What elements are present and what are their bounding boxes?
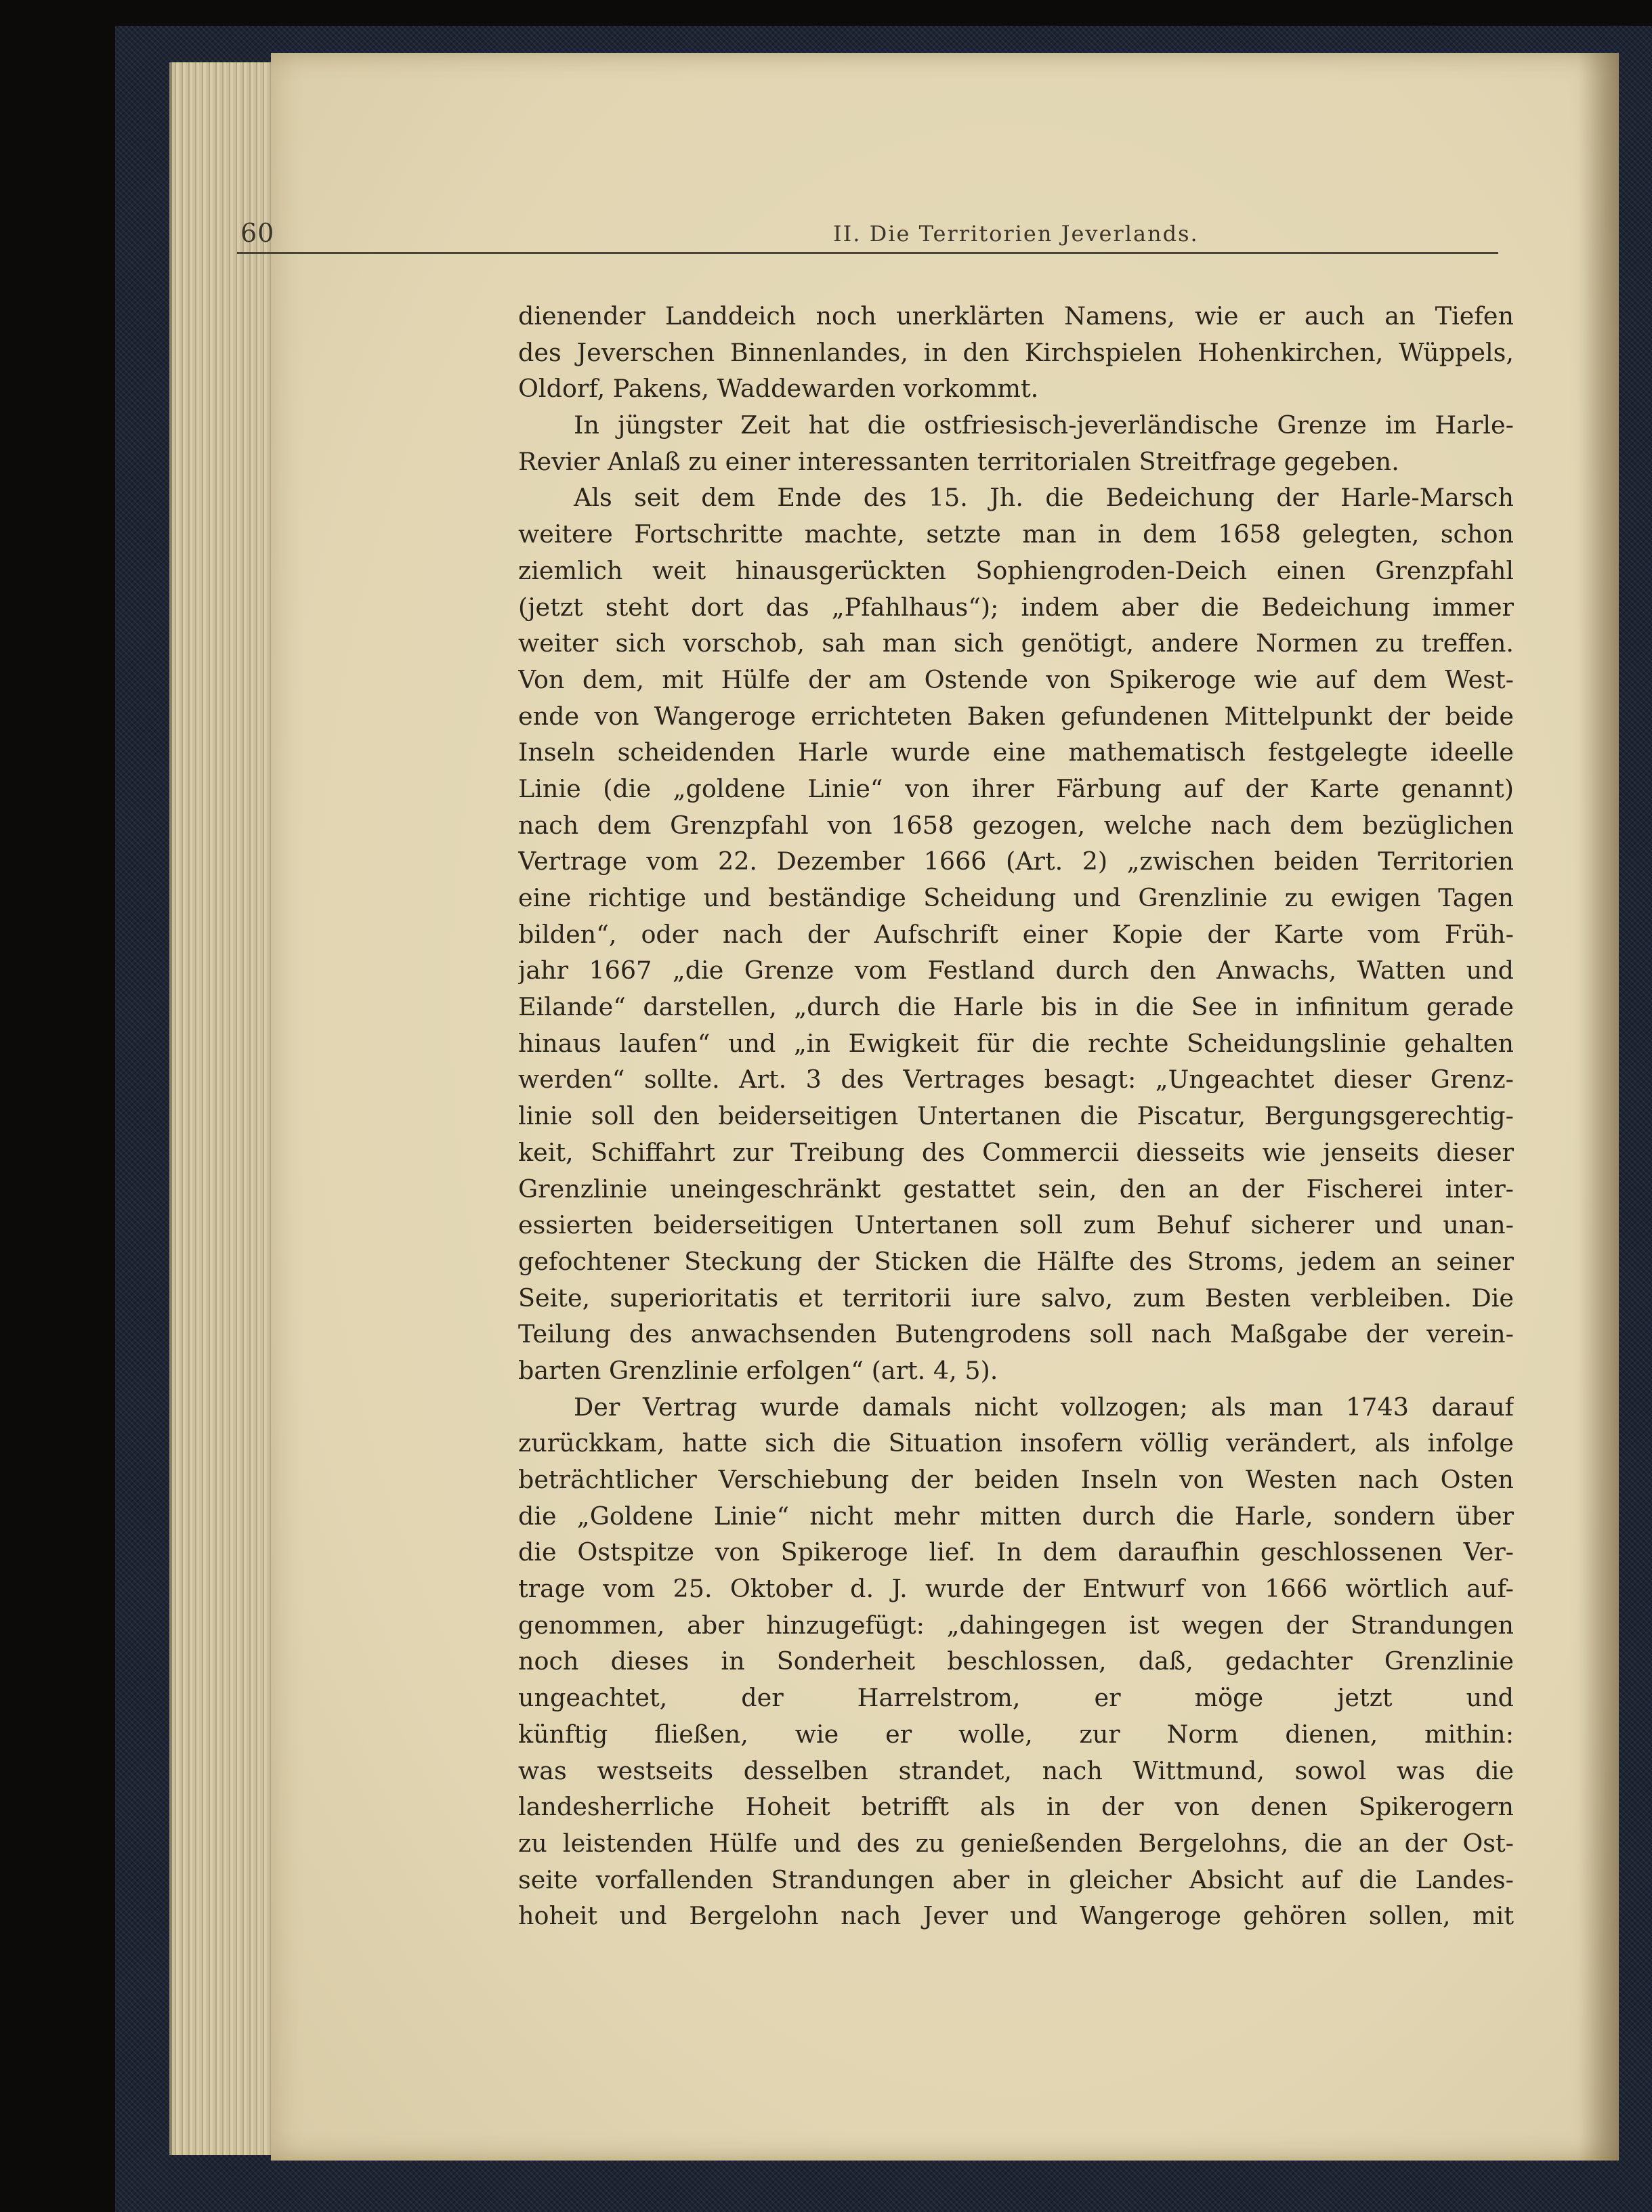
running-head: [240, 218, 1500, 252]
text-line: was westseits desselben strandet, nach Wittmund, sowol was die: [518, 1756, 1514, 1785]
body-text: [518, 298, 1514, 1934]
text-line: Teilung des anwachsenden Butengrodens soll nach Maßgabe der verein-: [518, 1319, 1514, 1349]
text-line: ziemlich weit hinausgerückten Sophiengroden-Deich einen Grenzpfahl: [518, 555, 1514, 585]
text-line: weiter sich vorschob, sah man sich genötigt, andere Normen zu treffen.: [518, 629, 1514, 658]
text-line: gefochtener Steckung der Sticken die Hälfte des Stroms, jedem an seiner: [518, 1246, 1514, 1276]
text-line: seite vorfallenden Strandungen aber in gleicher Absicht auf die Landes-: [518, 1865, 1514, 1894]
text-line: (jetzt steht dort das „Pfahlhaus“); indem aber die Bedeichung immer: [518, 592, 1514, 622]
text-line: Linie (die „goldene Linie“ von ihrer Färbung auf der Karte genannt): [518, 773, 1514, 803]
text-line: Revier Anlaß zu einer interessanten territorialen Streitfrage gegeben.: [518, 446, 1399, 476]
text-line: Grenzlinie uneingeschränkt gestattet sein, den an der Fischerei inter-: [518, 1174, 1514, 1204]
text-line: Vertrage vom 22. Dezember 1666 (Art. 2) „zwischen beiden Territorien: [518, 847, 1514, 876]
text-line: Eilande“ darstellen, „durch die Harle bis in die See in infinitum gerade: [518, 992, 1514, 1022]
text-line: die Ostspitze von Spikeroge lief. In dem daraufhin geschlossenen Ver-: [518, 1537, 1514, 1567]
text-line: keit, Schiffahrt zur Treibung des Commercii diesseits wie jenseits dieser: [518, 1137, 1514, 1167]
text-line: weitere Fortschritte machte, setzte man in dem 1658 gelegten, schon: [518, 519, 1514, 549]
text-line: genommen, aber hinzugefügt: „dahingegen ist wegen der Strandungen: [518, 1610, 1514, 1640]
text-line: essierten beiderseitigen Untertanen soll zum Behuf sicherer und unan-: [518, 1210, 1514, 1240]
text-line: beträchtlicher Verschiebung der beiden Inseln von Westen nach Osten: [518, 1465, 1514, 1494]
text-line: Von dem, mit Hülfe der am Ostende von Spikeroge wie auf dem West-: [518, 664, 1514, 694]
text-line: die „Goldene Linie“ nicht mehr mitten durch die Harle, sondern über: [518, 1501, 1514, 1531]
header-rule: [237, 252, 1498, 254]
text-line: jahr 1667 „die Grenze vom Festland durch den Anwachs, Watten und: [518, 956, 1514, 985]
text-line: hinaus laufen“ und „in Ewigkeit für die rechte Scheidungslinie gehalten: [518, 1028, 1514, 1058]
text-line: Inseln scheidenden Harle wurde eine mathematisch festgelegte ideelle: [518, 738, 1514, 767]
running-title: II. Die Territorien Jeverlands.: [833, 221, 1199, 247]
text-line: Der Vertrag wurde damals nicht vollzogen; als man 1743 darauf: [574, 1392, 1514, 1422]
text-line: dienender Landdeich noch unerklärten Namens, wie er auch an Tiefen: [518, 301, 1514, 331]
text-line: eine richtige und beständige Scheidung und Grenzlinie zu ewigen Tagen: [518, 883, 1514, 912]
page-number: 60: [240, 218, 275, 248]
text-line: In jüngster Zeit hat die ostfriesisch-jeverländische Grenze im Harle-: [574, 410, 1514, 440]
text-line: Oldorf, Pakens, Waddewarden vorkommt.: [518, 374, 1039, 404]
text-line: ende von Wangeroge errichteten Baken gefundenen Mittelpunkt der beide: [518, 701, 1514, 731]
text-line: trage vom 25. Oktober d. J. wurde der Entwurf von 1666 wörtlich auf-: [518, 1574, 1514, 1604]
text-line: werden“ sollte. Art. 3 des Vertrages besagt: „Ungeachtet dieser Grenz-: [518, 1065, 1514, 1094]
text-line: bilden“, oder nach der Aufschrift einer Kopie der Karte vom Früh-: [518, 919, 1514, 949]
text-line: nach dem Grenzpfahl von 1658 gezogen, welche nach dem bezüglichen: [518, 810, 1514, 840]
text-line: hoheit und Bergelohn nach Jever und Wangeroge gehören sollen, mit: [518, 1901, 1514, 1931]
text-line: zu leistenden Hülfe und des zu genießenden Bergelohns, die an der Ost-: [518, 1828, 1514, 1858]
text-line: noch dieses in Sonderheit beschlossen, daß, gedachter Grenzlinie: [518, 1646, 1514, 1676]
text-line: ungeachtet, der Harrelstrom, er möge jetzt und: [518, 1683, 1514, 1713]
gutter-shadow: [1578, 53, 1619, 2161]
text-line: barten Grenzlinie erfolgen“ (art. 4, 5).: [518, 1355, 998, 1385]
text-line: des Jeverschen Binnenlandes, in den Kirchspielen Hohenkirchen, Wüppels,: [518, 337, 1514, 367]
text-line: Als seit dem Ende des 15. Jh. die Bedeichung der Harle-Marsch: [574, 483, 1514, 513]
text-line: zurückkam, hatte sich die Situation insofern völlig verändert, als infolge: [518, 1428, 1514, 1458]
text-line: Seite, superioritatis et territorii iure salvo, zum Besten verbleiben. Die: [518, 1283, 1514, 1313]
text-line: linie soll den beiderseitigen Untertanen die Piscatur, Bergungsgerechtig-: [518, 1101, 1514, 1131]
text-line: landesherrliche Hoheit betrifft als in der von denen Spikerogern: [518, 1792, 1514, 1822]
text-line: künftig fließen, wie er wolle, zur Norm dienen, mithin:: [518, 1719, 1514, 1749]
